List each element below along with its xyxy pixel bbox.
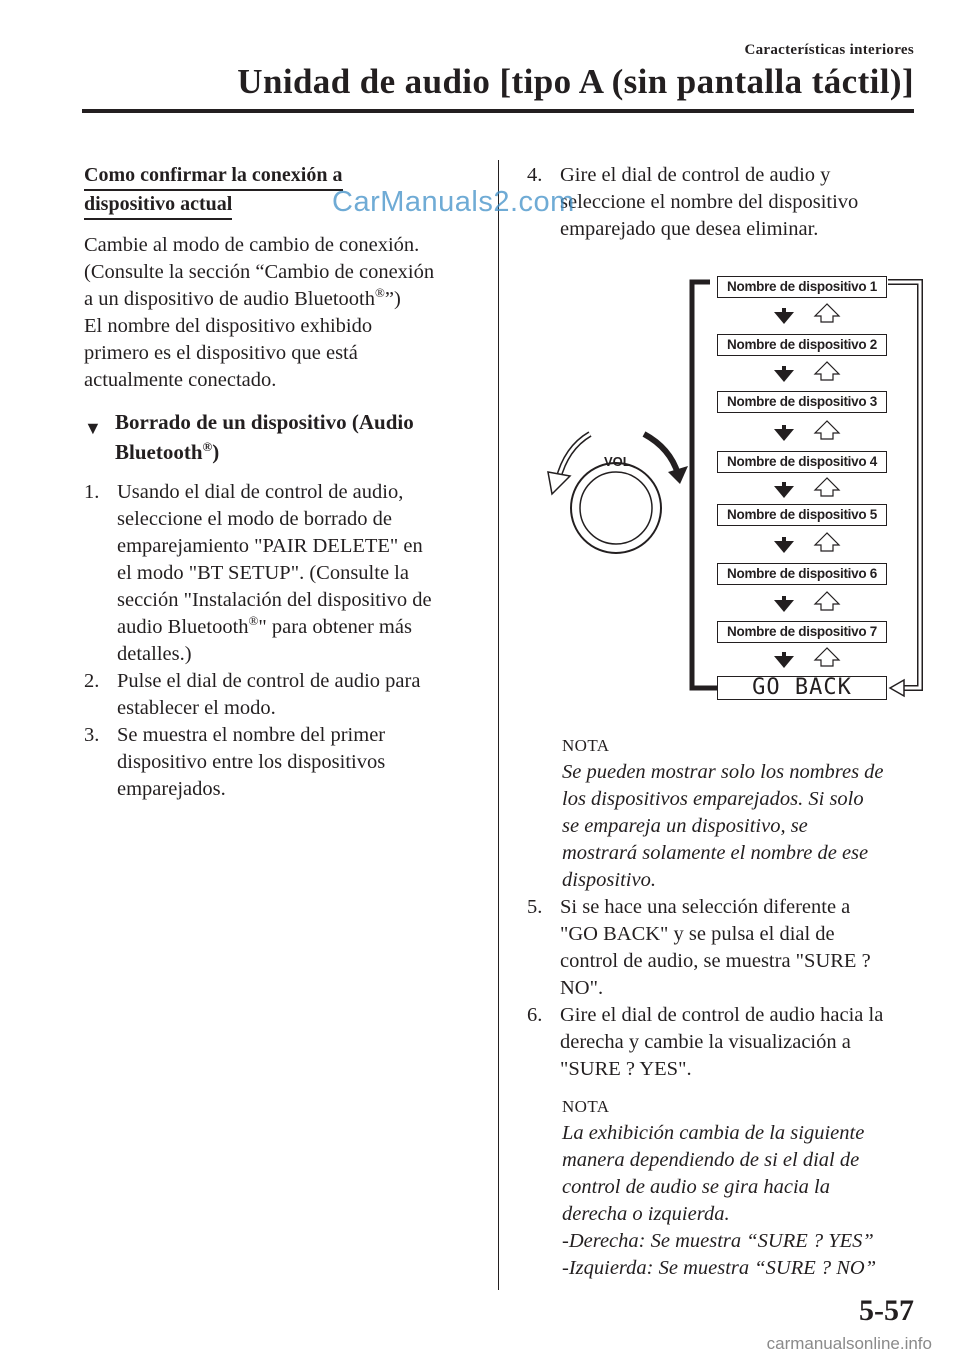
note-label: NOTA [562,1097,610,1116]
list-item: 4. Gire el dial de control de audio y seleccione el nombre del dispositivo emparejado que desea eliminar. [527,164,859,240]
vol-label: VOL [604,454,631,469]
navigation-arrows [540,268,940,708]
arrow-pair [774,648,839,668]
note-block-2: NOTA La exhibición cambia de la siguiente manera dependiendo de si el dial de control de audio se gira hacia la derecha o izquierda. -Derecha: Se muestra “SURE ? YES” -Izquierda: Se muestra “SURE ? NO” [562,1093,922,1282]
list-item: 3. Se muestra el nombre del primer dispositivo entre los dispositivos emparejados. [84,724,386,800]
arrow-pair [774,362,839,382]
triangle-down-icon: ▼ [84,418,102,438]
note-label: NOTA [562,736,610,755]
device-name-box: Nombre de dispositivo 1 [717,276,887,298]
device-selection-diagram [540,268,940,708]
go-back-box: GO BACK [717,676,887,700]
delete-steps-list [84,479,479,803]
device-name-box: Nombre de dispositivo 2 [717,334,887,356]
confirm-connection-paragraph: Cambie al modo de cambio de conexión. (Consulte la sección “Cambio de conexión a un dispositivo de audio Bluetooth®”) El nombre del dispositivo exhibido primero es el dispositivo que está actualmente conectado. [84,234,435,391]
arrow-pair [774,421,839,441]
note-block-1: NOTA Se pueden mostrar solo los nombres de los dispositivos emparejados. Si solo se empareja un dispositivo, se mostrará solamente el nombre de ese dispositivo. [562,732,922,894]
arrow-pair [774,592,839,612]
device-name-box: Nombre de dispositivo 6 [717,563,887,585]
device-name-box: Nombre de dispositivo 5 [717,504,887,526]
page-number: 5-57 [859,1294,914,1327]
heading-delete-device: ▼ Borrado de un dispositivo (Audio Bluetooth®) [84,410,414,464]
list-item: 1. Usando el dial de control de audio, seleccione el modo de borrado de emparejamiento "PAIR DELETE" en el modo "BT SETUP". (Consulte la sección "Instalación del dispositivo de audio Bluetooth®" para obtener más detalles.) [84,481,432,665]
device-name-box: Nombre de dispositivo 7 [717,621,887,643]
footer-brand: carmanualsonline.info [766,1334,932,1353]
steps-list-5-6 [527,894,922,1083]
page-title: Unidad de audio [tipo A (sin pantalla táctil)] [237,62,914,101]
device-name-box: Nombre de dispositivo 3 [717,391,887,413]
watermark: CarManuals2.com [332,186,575,218]
arrow-pair [774,304,839,324]
list-item: 5. Si se hace una selección diferente a "GO BACK" y se pulsa el dial de control de audio, se muestra "SURE ? NO". [527,896,871,999]
steps-list-4 [527,162,922,243]
column-divider [498,160,499,1290]
header-section-title: Características interiores [744,42,914,58]
arrow-pair [774,478,839,498]
device-name-box: Nombre de dispositivo 4 [717,451,887,473]
subheading-confirm-connection: Como confirmar la conexión a dispositivo actual [84,162,479,220]
list-item: 2. Pulse el dial de control de audio para establecer el modo. [84,670,421,719]
header-rule [82,109,914,113]
arrow-pair [774,533,839,553]
left-column [84,162,479,803]
list-item: 6. Gire el dial de control de audio hacia la derecha y cambie la visualización a "SURE ? YES". [527,1004,884,1080]
